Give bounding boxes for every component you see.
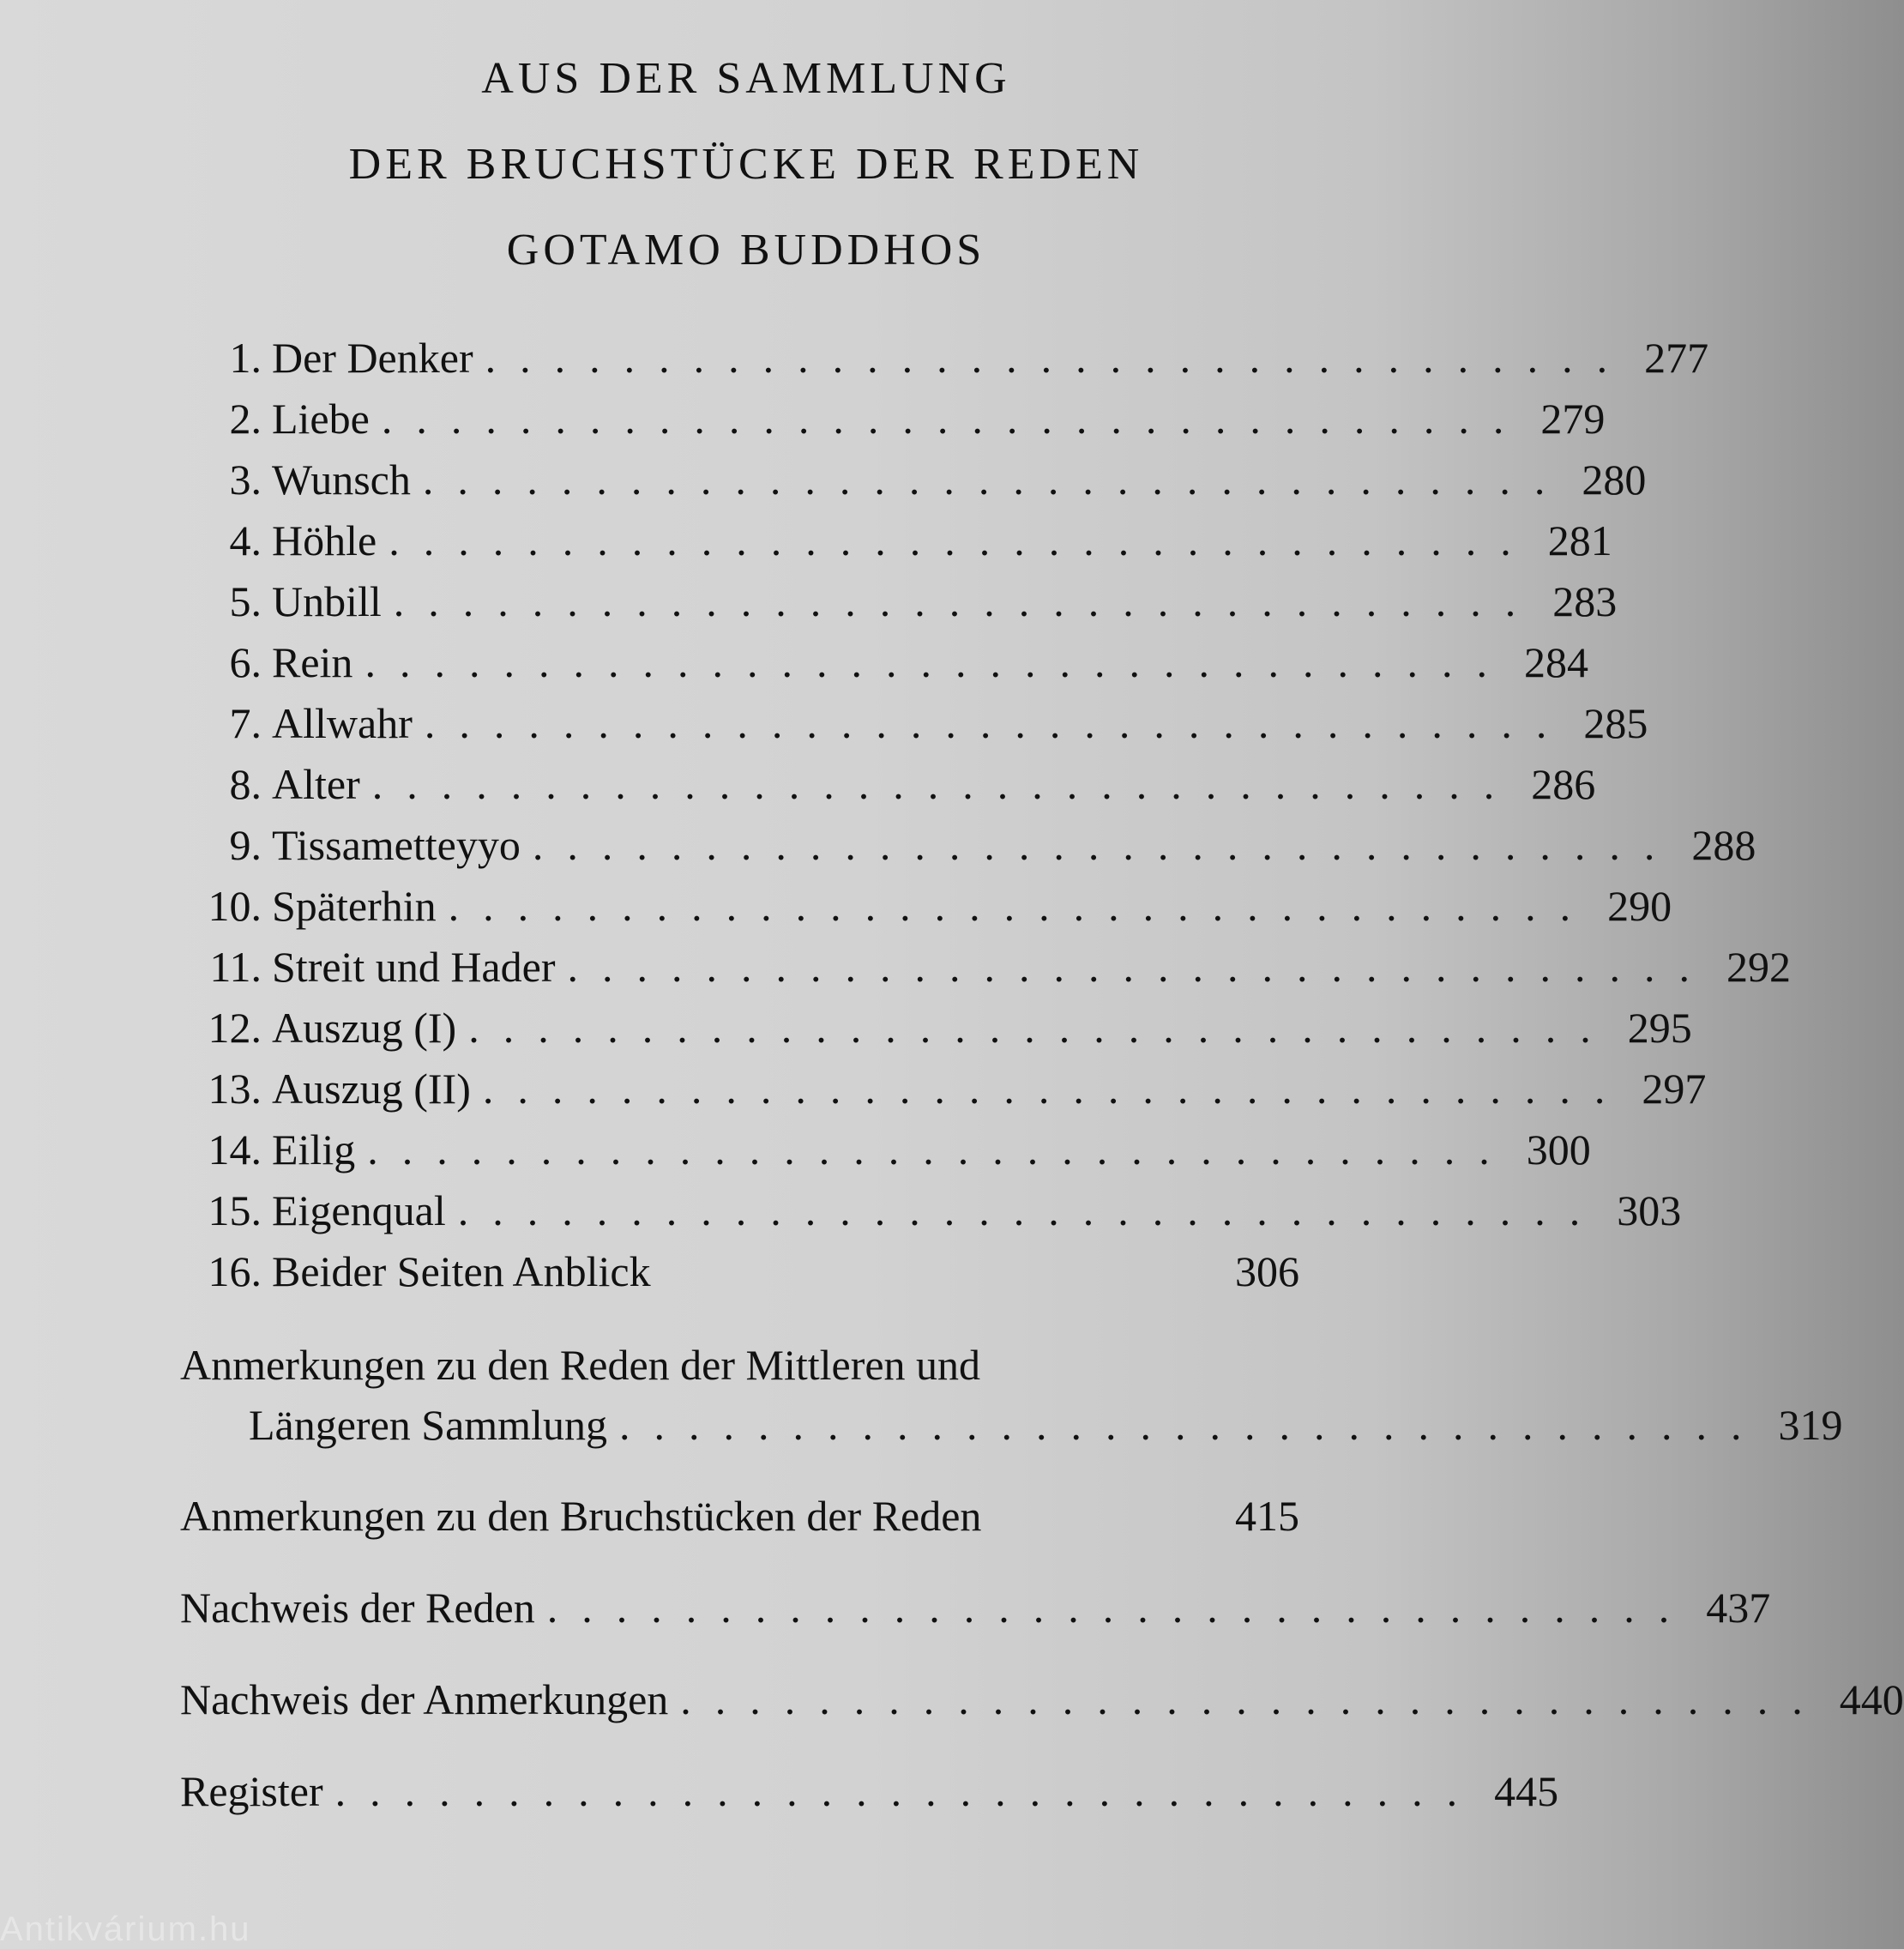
toc-entry [180,394,1606,456]
entry-title: Auszug (II) [272,1065,471,1113]
entry-title: Streit und Hader [272,943,556,991]
entry-title: Alter [272,760,360,808]
heading-line-1: AUS DER SAMMLUNG [481,54,1011,103]
entry-number: 8. [229,760,262,808]
entry-page: 319 [1778,1401,1843,1449]
entry-number: 7. [229,699,262,747]
leader-dots: ................................. [468,1004,1615,1052]
entry-page: 295 [1627,1004,1692,1052]
toc-entry [180,820,1756,882]
toc-entry [180,1003,1692,1065]
entry-page: 415 [1235,1492,1299,1540]
leader-dots: ................................. [448,882,1595,930]
entry-title: Rein [272,638,353,686]
entry-page: 288 [1691,821,1756,869]
leader-dots: ................................. [457,1186,1605,1234]
toc-entry [180,698,1648,760]
toc-entry-appendix [180,1674,1904,1736]
entry-page: 292 [1726,943,1791,991]
entry-title: Eilig [272,1125,356,1174]
entry-page: 279 [1540,395,1606,443]
entry-title: Tissametteyyo [272,821,521,869]
toc-entry [180,1125,1591,1186]
toc-entry [180,1186,1682,1247]
leader-dots: ................................. [532,821,1679,869]
toc-entry [180,1064,1707,1125]
entry-page: 290 [1607,882,1672,930]
entry-page: 283 [1552,577,1618,625]
toc-entry [180,576,1618,638]
entry-page: 306 [1235,1247,1299,1295]
entry-number: 10. [208,882,262,930]
entry-number: 15. [208,1186,262,1234]
toc-entry [180,881,1672,943]
entry-number: 14. [208,1125,262,1174]
leader-dots: ................................. [381,395,1528,443]
appendix-title-line-1: Anmerkungen zu den Reden der Mittleren und [180,1341,981,1389]
leader-dots: ................................. [618,1401,1766,1449]
toc-entry-appendix [249,1400,1843,1462]
entry-title: Höhle [272,516,377,564]
entry-title: Eigenqual [272,1186,446,1234]
leader-dots: ................................. [485,334,1632,382]
toc-entry-appendix [180,1583,1771,1644]
toc-entry-appendix [180,1491,1299,1553]
section-heading [214,36,1278,293]
toc-entry [180,759,1596,821]
entry-number: 11. [209,943,262,991]
entry-number: 9. [229,821,262,869]
entry-number: 12. [208,1004,262,1052]
entry-page: 280 [1582,456,1647,504]
entry-title: Anmerkungen zu den Bruchstücken der Reden [180,1492,982,1540]
entry-page: 303 [1617,1186,1682,1234]
entry-title: Auszug (I) [272,1004,457,1052]
leader-dots: ................................. [334,1767,1482,1815]
entry-number: 2. [229,395,262,443]
entry-number: 5. [229,577,262,625]
watermark: Antikvárium.hu [0,1910,251,1948]
entry-number: 4. [229,516,262,564]
entry-title: Späterhin [272,882,437,930]
entry-title: Liebe [272,395,370,443]
entry-page: 277 [1644,334,1709,382]
toc-entry [180,942,1791,1004]
entry-number: 6. [229,638,262,686]
entry-title: Beider Seiten Anblick [272,1247,651,1295]
leader-dots: ................................. [546,1584,1694,1632]
entry-page: 300 [1526,1125,1591,1174]
entry-page: 284 [1523,638,1588,686]
toc-entry [180,333,1709,395]
entry-number: 16. [208,1247,262,1295]
entry-title: Nachweis der Anmerkungen [180,1675,669,1723]
entry-page: 285 [1583,699,1648,747]
toc-entry [180,455,1647,516]
entry-page: 281 [1547,516,1612,564]
toc-entry [180,516,1612,577]
leader-dots: ................................. [680,1675,1827,1723]
heading-line-3: GOTAMO BUDDHOS [506,226,986,275]
leader-dots: ................................. [367,1125,1514,1174]
entry-title: Der Denker [272,334,473,382]
entry-number: 1. [229,334,262,382]
entry-title: Längeren Sammlung [249,1401,607,1449]
toc-entry [180,1246,1299,1308]
entry-title: Wunsch [272,456,411,504]
entry-page: 440 [1839,1675,1904,1723]
leader-dots: ................................. [371,760,1519,808]
leader-dots: ................................. [424,699,1571,747]
leader-dots: ................................. [422,456,1570,504]
entry-page: 297 [1642,1065,1707,1113]
toc-entry-appendix [180,1766,1559,1828]
entry-title: Register [180,1767,323,1815]
entry-title: Nachweis der Reden [180,1584,535,1632]
leader-dots: ................................. [365,638,1511,686]
entry-title: Allwahr [272,699,413,747]
toc-entry [180,637,1588,699]
entry-page: 445 [1494,1767,1559,1815]
entry-number: 3. [229,456,262,504]
leader-dots: ................................. [389,516,1535,564]
entry-page: 286 [1531,760,1596,808]
heading-line-2: DER BRUCHSTÜCKE DER REDEN [348,140,1144,189]
entry-title: Unbill [272,577,382,625]
entry-page: 437 [1706,1584,1771,1632]
leader-dots: ................................. [482,1065,1630,1113]
leader-dots: ................................. [393,577,1540,625]
leader-dots: ................................. [567,943,1714,991]
entry-number: 13. [208,1065,262,1113]
